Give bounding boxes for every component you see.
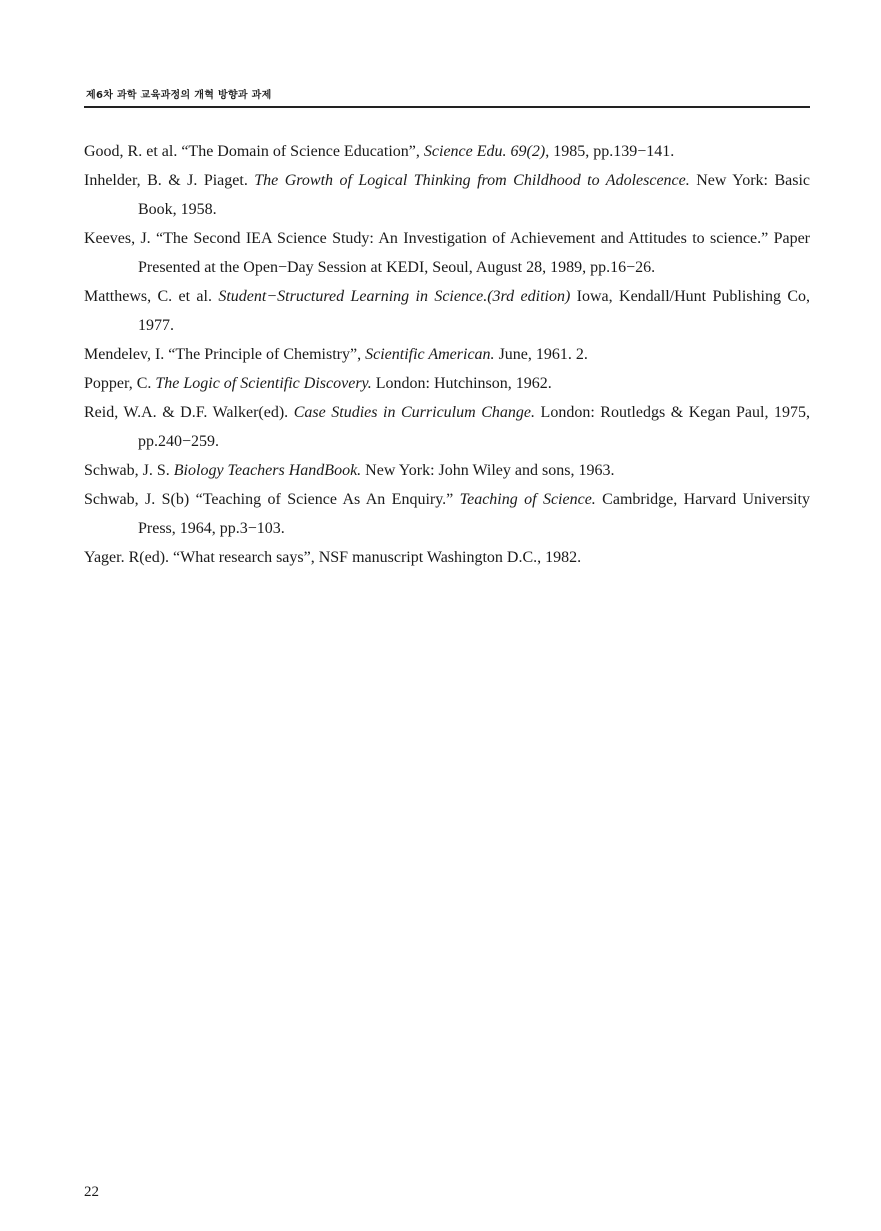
reference-author: Mendelev, I. xyxy=(84,346,169,363)
reference-title: “What research says”, NSF manuscript Washington D.C., 1982. xyxy=(173,549,582,566)
reference-details: June, 1961. 2. xyxy=(494,346,588,363)
reference-list xyxy=(84,137,810,572)
reference-item xyxy=(84,398,810,456)
reference-source: Teaching of Science. xyxy=(459,491,596,508)
reference-author: Schwab, J. S. xyxy=(84,462,174,479)
reference-details: London: Hutchinson, 1962. xyxy=(371,375,552,392)
reference-title: “The Principle of Chemistry”, xyxy=(168,346,366,363)
reference-source: Student−Structured Learning in Science.(3rd edition) xyxy=(218,288,571,305)
reference-author: Reid, W.A. & D.F. Walker(ed). xyxy=(84,404,294,421)
reference-item xyxy=(84,224,810,282)
reference-author: Popper, C. xyxy=(84,375,156,392)
page-number: 22 xyxy=(84,1184,99,1200)
reference-details: Iowa, Kendall/Hunt Publishing Co, 1977. xyxy=(138,288,810,334)
reference-title: “The Domain of Science Education”, xyxy=(181,143,424,160)
reference-author: Keeves, J. xyxy=(84,230,157,247)
reference-source: Scientific American. xyxy=(365,346,495,363)
reference-details: , 1985, pp.139−141. xyxy=(545,143,675,160)
reference-details: New York: John Wiley and sons, 1963. xyxy=(361,462,615,479)
running-header: 제6차 과학 교육과정의 개혁 방향과 과제 xyxy=(86,90,272,101)
reference-item xyxy=(84,282,810,340)
reference-item xyxy=(84,485,810,543)
reference-source: Case Studies in Curriculum Change. xyxy=(293,404,535,421)
reference-source: Biology Teachers HandBook. xyxy=(173,462,362,479)
reference-source: The Growth of Logical Thinking from Childhood to Adolescence. xyxy=(254,172,690,189)
reference-details: New York: Basic Book, 1958. xyxy=(138,172,811,218)
reference-author: Matthews, C. et al. xyxy=(84,288,219,305)
reference-title: “Teaching of Science As An Enquiry.” xyxy=(195,491,460,508)
reference-details: Cambridge, Harvard University Press, 1964, pp.3−103. xyxy=(138,491,810,537)
reference-author: Yager. R(ed). xyxy=(84,549,174,566)
reference-item xyxy=(84,369,810,398)
reference-source: Science Edu. 69(2) xyxy=(423,143,546,160)
reference-item xyxy=(84,137,810,166)
reference-item xyxy=(84,543,810,572)
reference-item xyxy=(84,166,810,224)
reference-author: Good, R. et al. xyxy=(84,143,182,160)
reference-author: Inhelder, B. & J. Piaget. xyxy=(84,172,255,189)
reference-source: The Logic of Scientific Discovery. xyxy=(155,375,372,392)
reference-item xyxy=(84,340,810,369)
reference-item xyxy=(84,456,810,485)
reference-author: Schwab, J. S(b) xyxy=(84,491,196,508)
reference-details: London: Routledgs & Kegan Paul, 1975, pp.240−259. xyxy=(138,404,811,450)
reference-title: “The Second IEA Science Study: An Investigation of Achievement and Attitudes to science.” Paper Presented at the Open−Day Session at KEDI, Seoul, August 28, 1989, pp.16−26. xyxy=(138,230,811,276)
header-rule xyxy=(84,106,810,108)
